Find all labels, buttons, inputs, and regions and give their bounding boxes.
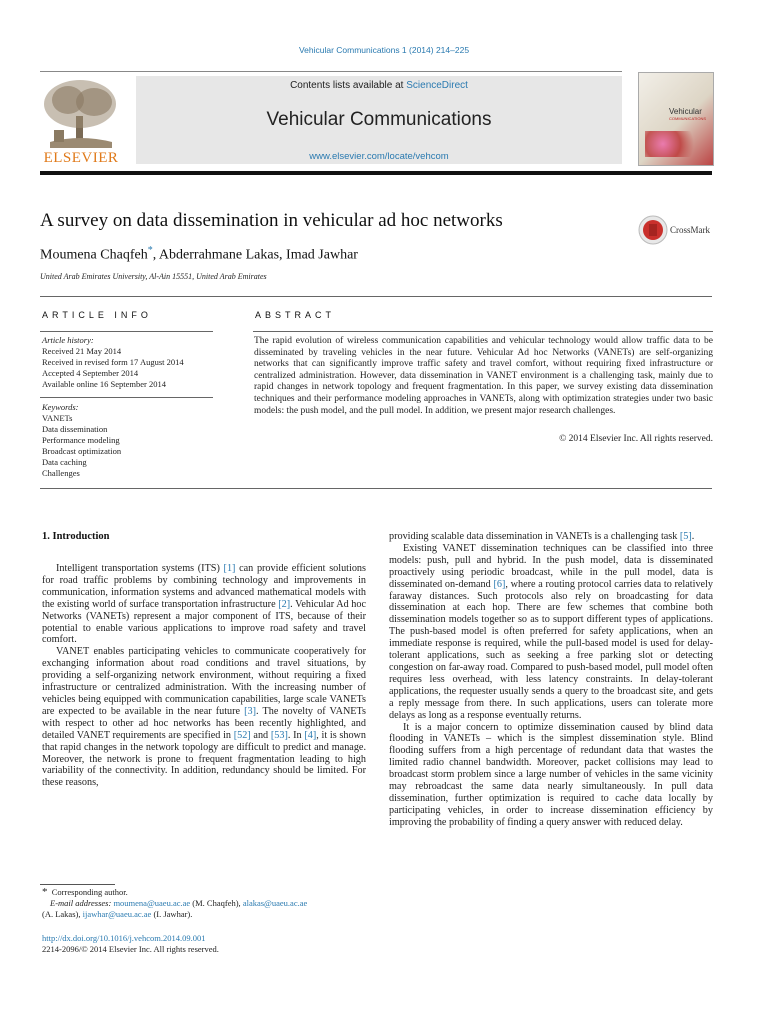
sciencedirect-link[interactable]: ScienceDirect <box>406 80 468 91</box>
intro-paragraph <box>389 543 713 722</box>
email-link-chaqfeh[interactable]: moumena@uaeu.ac.ae <box>113 898 191 908</box>
crossmark-label: CrossMark <box>670 225 710 235</box>
journal-cover-thumbnail[interactable] <box>638 72 714 166</box>
journal-reference-link[interactable]: Vehicular Communications 1 (2014) 214–225 <box>298 45 470 55</box>
paragraph-text: Intelligent transportation systems (ITS) <box>56 563 224 574</box>
intro-paragraph <box>42 563 366 646</box>
citation-link[interactable]: [5] <box>679 531 692 542</box>
corresponding-author-note <box>42 887 372 898</box>
footnote-star: * <box>42 886 48 898</box>
citation-link[interactable]: [3] <box>244 705 257 717</box>
intro-paragraph <box>389 722 713 829</box>
abstract-heading: ABSTRACT <box>255 310 336 320</box>
paragraph-text: . Vehicular Ad hoc Networks (VANETs) represent a major component of ITS, because of their potential to enable various applications to improve road safety and travel comfort. <box>42 598 367 646</box>
citation-link[interactable]: [4] <box>304 729 317 741</box>
paragraph-text: and <box>250 729 271 741</box>
cover-title: Vehicular <box>669 107 702 116</box>
contents-line <box>136 80 622 91</box>
keyword-item: VANETs <box>42 413 73 423</box>
abstract-copyright: © 2014 Elsevier Inc. All rights reserved. <box>559 434 713 444</box>
author-chaqfeh: Moumena Chaqfeh <box>40 247 148 263</box>
elsevier-logo <box>40 78 122 166</box>
cover-subtitle: COMMUNICATIONS <box>669 116 707 121</box>
paragraph-text: Existing VANET dissemination techniques can be classified into three models: push, pull and hybrid. In the push model, data is disseminated proactively using periodic broadcast, while in the pull model, data is disseminated on-demand <box>389 542 713 590</box>
doi-link[interactable]: http://dx.doi.org/10.1016/j.vehcom.2014.09.001 <box>42 933 206 943</box>
email-owner: (A. Lakas), <box>42 909 83 919</box>
footnotes <box>42 887 372 920</box>
email-link-lakas[interactable]: alakas@uaeu.ac.ae <box>242 898 308 908</box>
abstract-rule <box>253 331 713 332</box>
keyword-item: Broadcast optimization <box>42 446 122 456</box>
doi-block <box>42 933 219 955</box>
crossmark-badge[interactable] <box>638 215 718 245</box>
paragraph-text: , where a routing protocol carries data to relatively faraway distances. Such protocols also rely on broadcasting for data dissemination at each hop. There are few schemes that combine both dissemination models together so as to support different types of applications. The push-based model is often preferred for safety applications, when an immediate response is required, while the pull-based model is used for delay-tolerant applications, such as seeking a free parking slot or detecting congestion on far-away road. Compared to push-based model, pull model often requires less overhead, with less latency constraints. In delay-tolerant applications, the requester usually sends a query to the broadcast site, and gets a reply message from there. In such applications, users can tolerate more delays as long as a response eventually returns. <box>389 578 713 721</box>
keyword-item: Data dissemination <box>42 424 108 434</box>
publisher-name: ELSEVIER <box>43 150 119 166</box>
keywords <box>42 402 121 479</box>
history-revised: Received in revised form 17 August 2014 <box>42 357 184 367</box>
corresponding-author-text: Corresponding author. <box>51 887 128 897</box>
email-link-jawhar[interactable]: ijawhar@uaeu.ac.ae <box>82 909 152 919</box>
article-info-rule <box>40 331 213 332</box>
contents-text: Contents lists available at <box>290 80 407 91</box>
history-received: Received 21 May 2014 <box>42 346 122 356</box>
affiliation: United Arab Emirates University, Al-Ain 15551, United Arab Emirates <box>40 272 267 281</box>
paragraph-text: providing scalable data dissemination in VANETs is a challenging task <box>389 531 680 542</box>
email-owner: (I. Jawhar). <box>151 909 193 919</box>
other-authors: , Abderrahmane Lakas, Imad Jawhar <box>152 247 358 263</box>
paragraph-text: , it is shown that rapid changes in the network topology are difficult to predict and manage. Moreover, the network is prone to frequent fragmentation leading to high variability of the connectivity. In addition, redundancy should be limited. For these reasons, <box>42 729 366 789</box>
article-title: A survey on data dissemination in vehicular ad hoc networks <box>40 210 503 231</box>
history-online: Available online 16 September 2014 <box>42 379 167 389</box>
keyword-item: Challenges <box>42 468 80 478</box>
history-label: Article history: <box>42 335 94 345</box>
paragraph-text: It is a major concern to optimize dissemination caused by blind data flooding in VANETs – which is the simplest dissemination style. Blind flooding suffers from a high percentage of redundant data that wastes the limited radio channel bandwidth. Moreover, packet collisions may lead to broadcast storm problem since a large number of vehicles in the same vicinity may rebroadcast the same data nearly simultaneously. In pull data dissemination, further optimization is required to cache data locally by participating vehicles, in order to increase dissemination efficiency by improving the probability of finding a query answer with reduced delay. <box>389 721 713 828</box>
citation-link[interactable]: [6] <box>493 578 506 590</box>
footnote-rule <box>40 884 115 885</box>
section-divider-bottom <box>40 488 712 489</box>
paragraph-text: . The novelty of VANETs with respect to other ad hoc networks has been recently highlighted, and detailed VANET requirements are specified in <box>42 705 366 741</box>
journal-homepage-link[interactable]: www.elsevier.com/locate/vehcom <box>309 151 449 162</box>
article-info-heading: ARTICLE INFO <box>42 310 152 320</box>
keywords-label: Keywords: <box>42 402 79 412</box>
citation-link[interactable]: [53] <box>270 729 288 741</box>
citation-link[interactable]: [1] <box>223 563 236 574</box>
email-line <box>42 909 372 920</box>
keywords-rule <box>40 397 213 398</box>
body-column-right <box>389 531 713 829</box>
history-accepted: Accepted 4 September 2014 <box>42 368 139 378</box>
issn-copyright: 2214-2096/© 2014 Elsevier Inc. All rights reserved. <box>42 944 219 954</box>
paragraph-text: can provide efficient solutions for road traffic problems by combining technology and improvements in communication, information systems and advanced mathematical models with the existing world of surface transportation infrastructure <box>42 563 366 610</box>
citation-link[interactable]: [52] <box>233 729 251 741</box>
intro-paragraph <box>389 531 713 543</box>
paragraph-text: . <box>691 531 695 542</box>
paragraph-text: VANET enables participating vehicles to communicate cooperatively for exchanging information about road conditions and travel situations, by providing a self-organizing network environment, without requiring a fixed infrastructure or centralized administration. With the increasing number of vehicles being equipped with communication capabilities, large scale VANETs are expected to be available in the near future <box>42 646 366 717</box>
corresponding-author-marker[interactable]: * <box>147 245 153 256</box>
keyword-item: Performance modeling <box>42 435 120 445</box>
cover-art <box>645 131 705 157</box>
author-list <box>40 245 358 264</box>
header-top-rule <box>40 71 622 72</box>
body-column-left <box>42 563 366 789</box>
journal-title: Vehicular Communications <box>266 109 492 130</box>
keyword-item: Data caching <box>42 457 87 467</box>
header-bottom-rule <box>40 171 712 175</box>
section-divider-top <box>40 296 712 297</box>
article-history <box>42 335 184 390</box>
abstract-text: The rapid evolution of wireless communication capabilities and vehicular technology would allow traffic data to be disseminated by traveling vehicles in the near future. Vehicular Ad hoc Networks (VANETs) are self-organizing networks that can significantly improve traffic safety and travel comfort, without requiring fixed infrastructure or centralized administration. However, data dissemination in VANET environment is a challenging task, mainly due to rapid changes in network topology and frequent fragmentation. In this paper, we survey existing data dissemination techniques and their performance modeling approaches in VANETs, along with optimization strategies under two basic models: the push model, and the pull model. In addition, we present major research challenges. <box>254 336 713 416</box>
intro-paragraph <box>42 646 366 789</box>
paragraph-text: . In <box>287 729 305 741</box>
email-label: E-mail addresses: <box>50 898 112 908</box>
email-owner: (M. Chaqfeh), <box>190 898 243 908</box>
crossmark-icon <box>638 215 668 245</box>
section-heading-introduction: 1. Introduction <box>42 531 110 542</box>
email-line <box>42 898 372 909</box>
citation-link[interactable]: [2] <box>278 598 291 610</box>
